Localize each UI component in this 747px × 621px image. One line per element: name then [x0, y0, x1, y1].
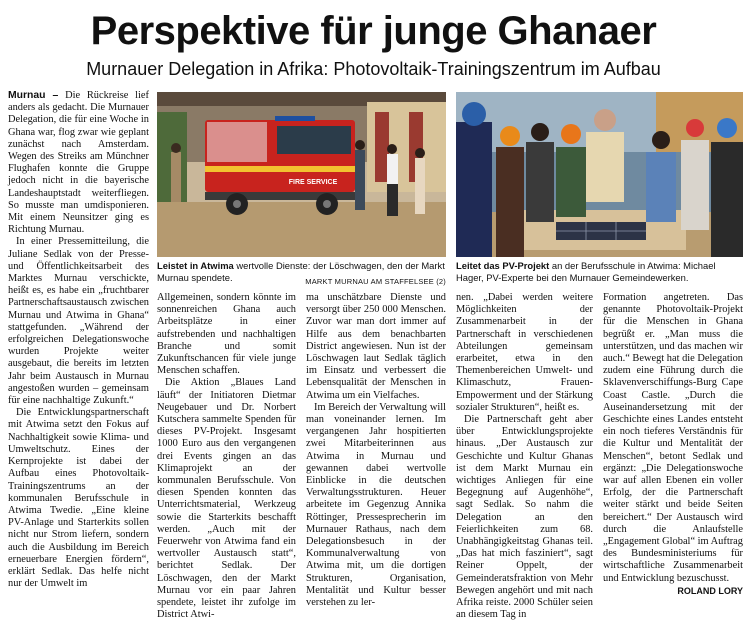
text-column-1 — [8, 90, 149, 612]
text-column-4 — [456, 292, 593, 621]
article-subheadline: Murnauer Delegation in Afrika: Photovoltaik-Trainingszentrum im Aufbau — [86, 59, 661, 79]
caption-text: an der Berufsschule in Atwima: Michael Hager, PV-Experte bei den Murnauer Gemeindewerken. — [456, 260, 716, 283]
article-headline: Perspektive für junge Ghanaer — [90, 9, 657, 53]
text-column-3 — [306, 292, 446, 612]
text-column-5 — [603, 292, 743, 612]
paragraph-text: Die Rückreise lief anders als gedacht. Die Murnauer Delegation, die für eine Woche in Ghana war, flog zwar wie geplant zunächst nach Amsterdam. Wegen des Streiks am Münchner Flughafen konnte die Gruppe jedoch nicht in die bayerische Landeshauptstadt weiterfliegen. So musste man umdisponieren. Mit einem Neunsitzer ging es Richtung Murnau. — [8, 90, 149, 236]
paragraph: Die Entwicklungspartnerschaft mit Atwima setzt den Fokus auf Nachhaltigkeit sowie Klima- und Umweltschutz. Eines der Kernprojekte ist dabei der Aufbau eines Photovoltaik-Trainingszentrums an der kommunalen Berufsschule in Atwima Twedie. „Eine kleine PV-Anlage und Starterkits sollen nicht nur Strom liefern, sondern auch die Ausbildung im Bereich erneuerbare Energien fördern“, erklärt Sedlak. Das helfe nicht nur der Umwelt im — [8, 407, 149, 590]
text-column-2 — [157, 292, 296, 621]
dateline: Murnau – — [8, 90, 59, 101]
author-byline: ROLAND LORY — [677, 585, 743, 596]
photo2-caption — [456, 260, 743, 284]
caption-text: wertvolle Dienste: der Löschwagen, den der Markt Murnau spendete. — [157, 260, 445, 283]
pv-project-photo — [456, 92, 743, 257]
caption-lead: Leistet in Atwima — [157, 260, 234, 271]
paragraph: Allgemeinen, sondern könnte im sonnenreichen Ghana auch Arbeitsplätze in einer aufstrebenden und nachhaltigen Branche und somit Zukunftschancen für viele junge Menschen schaffen. — [157, 292, 296, 377]
paragraph: Formation angetreten. Das genannte Photovoltaik-Projekt für die Menschen in Ghana begrüßt er. „Man muss die unterstützen, und das machen wir auch.“ Bewegt hat die Delegation zudem eine Führung durch die Sklavenverschiffungs-Burg Cape Coast Castle. „Durch die Auseinandersetzung mit der Geschichte eines Landes entsteht ein noch tieferes Verständnis für die Kultur und Mentalität der Menschen“, betont Sedlak und ergänzt: „Die Delegationswoche war auf allen Ebenen ein voller Erfolg, der die Partnerschaft weiter stärkt und beide Seiten bereichert.“ Der Austausch wird durch die Anlaufstelle „Engagement Global“ im Auftrag des Bundesministeriums für wirtschaftliche Zusammenarbeit und Entwicklung bezuschusst. — [603, 292, 743, 584]
paragraph: nen. „Dabei werden weitere Möglichkeiten der Zusammenarbeit in der Partnerschaft in verschiedenen Abteilungen gemeinsam erarbeitet, etwa in den Themenbereichen Umwelt- und Klimaschutz, Frauen-Empowerment und der Stärkung sozialer Strukturen“, heißt es. — [456, 292, 593, 413]
truck-lettering: FIRE SERVICE — [288, 179, 338, 186]
fire-truck-illustration — [157, 92, 446, 257]
fire-truck-photo — [157, 92, 446, 257]
paragraph: Im Bereich der Verwaltung will man voneinander lernen. Im vergangenen Jahr hospitierten zwei Mitarbeiterinnen aus Atwima in Murnau und gewannen dabei wertvolle Einblicke in die deutschen Verwaltungsstrukturen. Heuer arbeitete im Gegenzug Annika Röttinger, Pressesprecherin im Murnauer Rathaus, nach dem Delegationsbesuch in der Kommunalverwaltung von Atwima mit, um die dortigen Strukturen, Organisation, Mentalität und Kultur besser verstehen zu ler- — [306, 401, 446, 609]
pv-workshop-illustration — [456, 92, 743, 257]
paragraph: Die Aktion „Blaues Land läuft“ der Initiatoren Dietmar Neugebauer und Dr. Norbert Kutschera sammelte Spenden für dieses PV-Projekt. Insgesamt 1000 Euro aus den vergangenen drei Events gingen an das Klimaprojekt an der kommunalen Berufsschule. Von diesen Spenden konnten das Unterrichtsmaterial, Werkzeug sowie die Starterkits beschafft werden. „Auch mit der Feuerwehr von Atwima fand ein wertvoller Austausch statt“, berichtet Sedlak. Der Löschwagen, den der Markt Murnau vor ein paar Jahren spendete, leistet ihr zufolge im District Atwi- — [157, 377, 296, 621]
caption-lead: Leitet das PV-Projekt — [456, 260, 550, 271]
paragraph: ma unschätzbare Dienste und versorgt über 250 000 Menschen. Zuvor war man dort immer auf Hilfe aus dem benachbarten District angewiesen. Nun ist der Löschwagen laut Sedlak täglich im Einsatz und verbessert die Lebensqualität der Menschen in Atwima um ein Vielfaches. — [306, 292, 446, 401]
paragraph — [8, 90, 149, 236]
photo-credit: MARKT MURNAU AM STAFFELSEE (2) — [305, 277, 446, 286]
paragraph: Die Partnerschaft geht aber über Entwicklungsprojekte hinaus. „Der Austausch zur Geschichte und Kultur Ghanas ist dem Markt Murnau ein wichtiges Anliegen für eine Begegnung auf Augenhöhe“, sagt Sedlak. So nahm die Delegation an den Feierlichkeiten zum 68. Unabhängigkeitstag Ghanas teil. „Das hat mich fasziniert“, sagt Reiner Oppelt, der Gemeinderatsfraktion von Mehr Bewegen angehört und mit nach Afrika reiste. 2000 Schüler seien an diesem Tag in — [456, 414, 593, 621]
paragraph: In einer Pressemitteilung, die Juliane Sedlak von der Presse- und Öffentlichkeitsarbeit des Marktes Murnau verschickte, heißt es, es habe ein „fruchtbarer Partnerschaftsaustausch zwischen Murnau und Atwima in Ghana“ stattgefunden. „Während der erfolgreichen Delegationswoche wurden Projekte weiter ausgebaut, die bereits im letzten Jahr beim Austausch in Murnau angestoßen wurden – gemeinsam für eine nachhaltige Zukunft.“ — [8, 236, 149, 407]
